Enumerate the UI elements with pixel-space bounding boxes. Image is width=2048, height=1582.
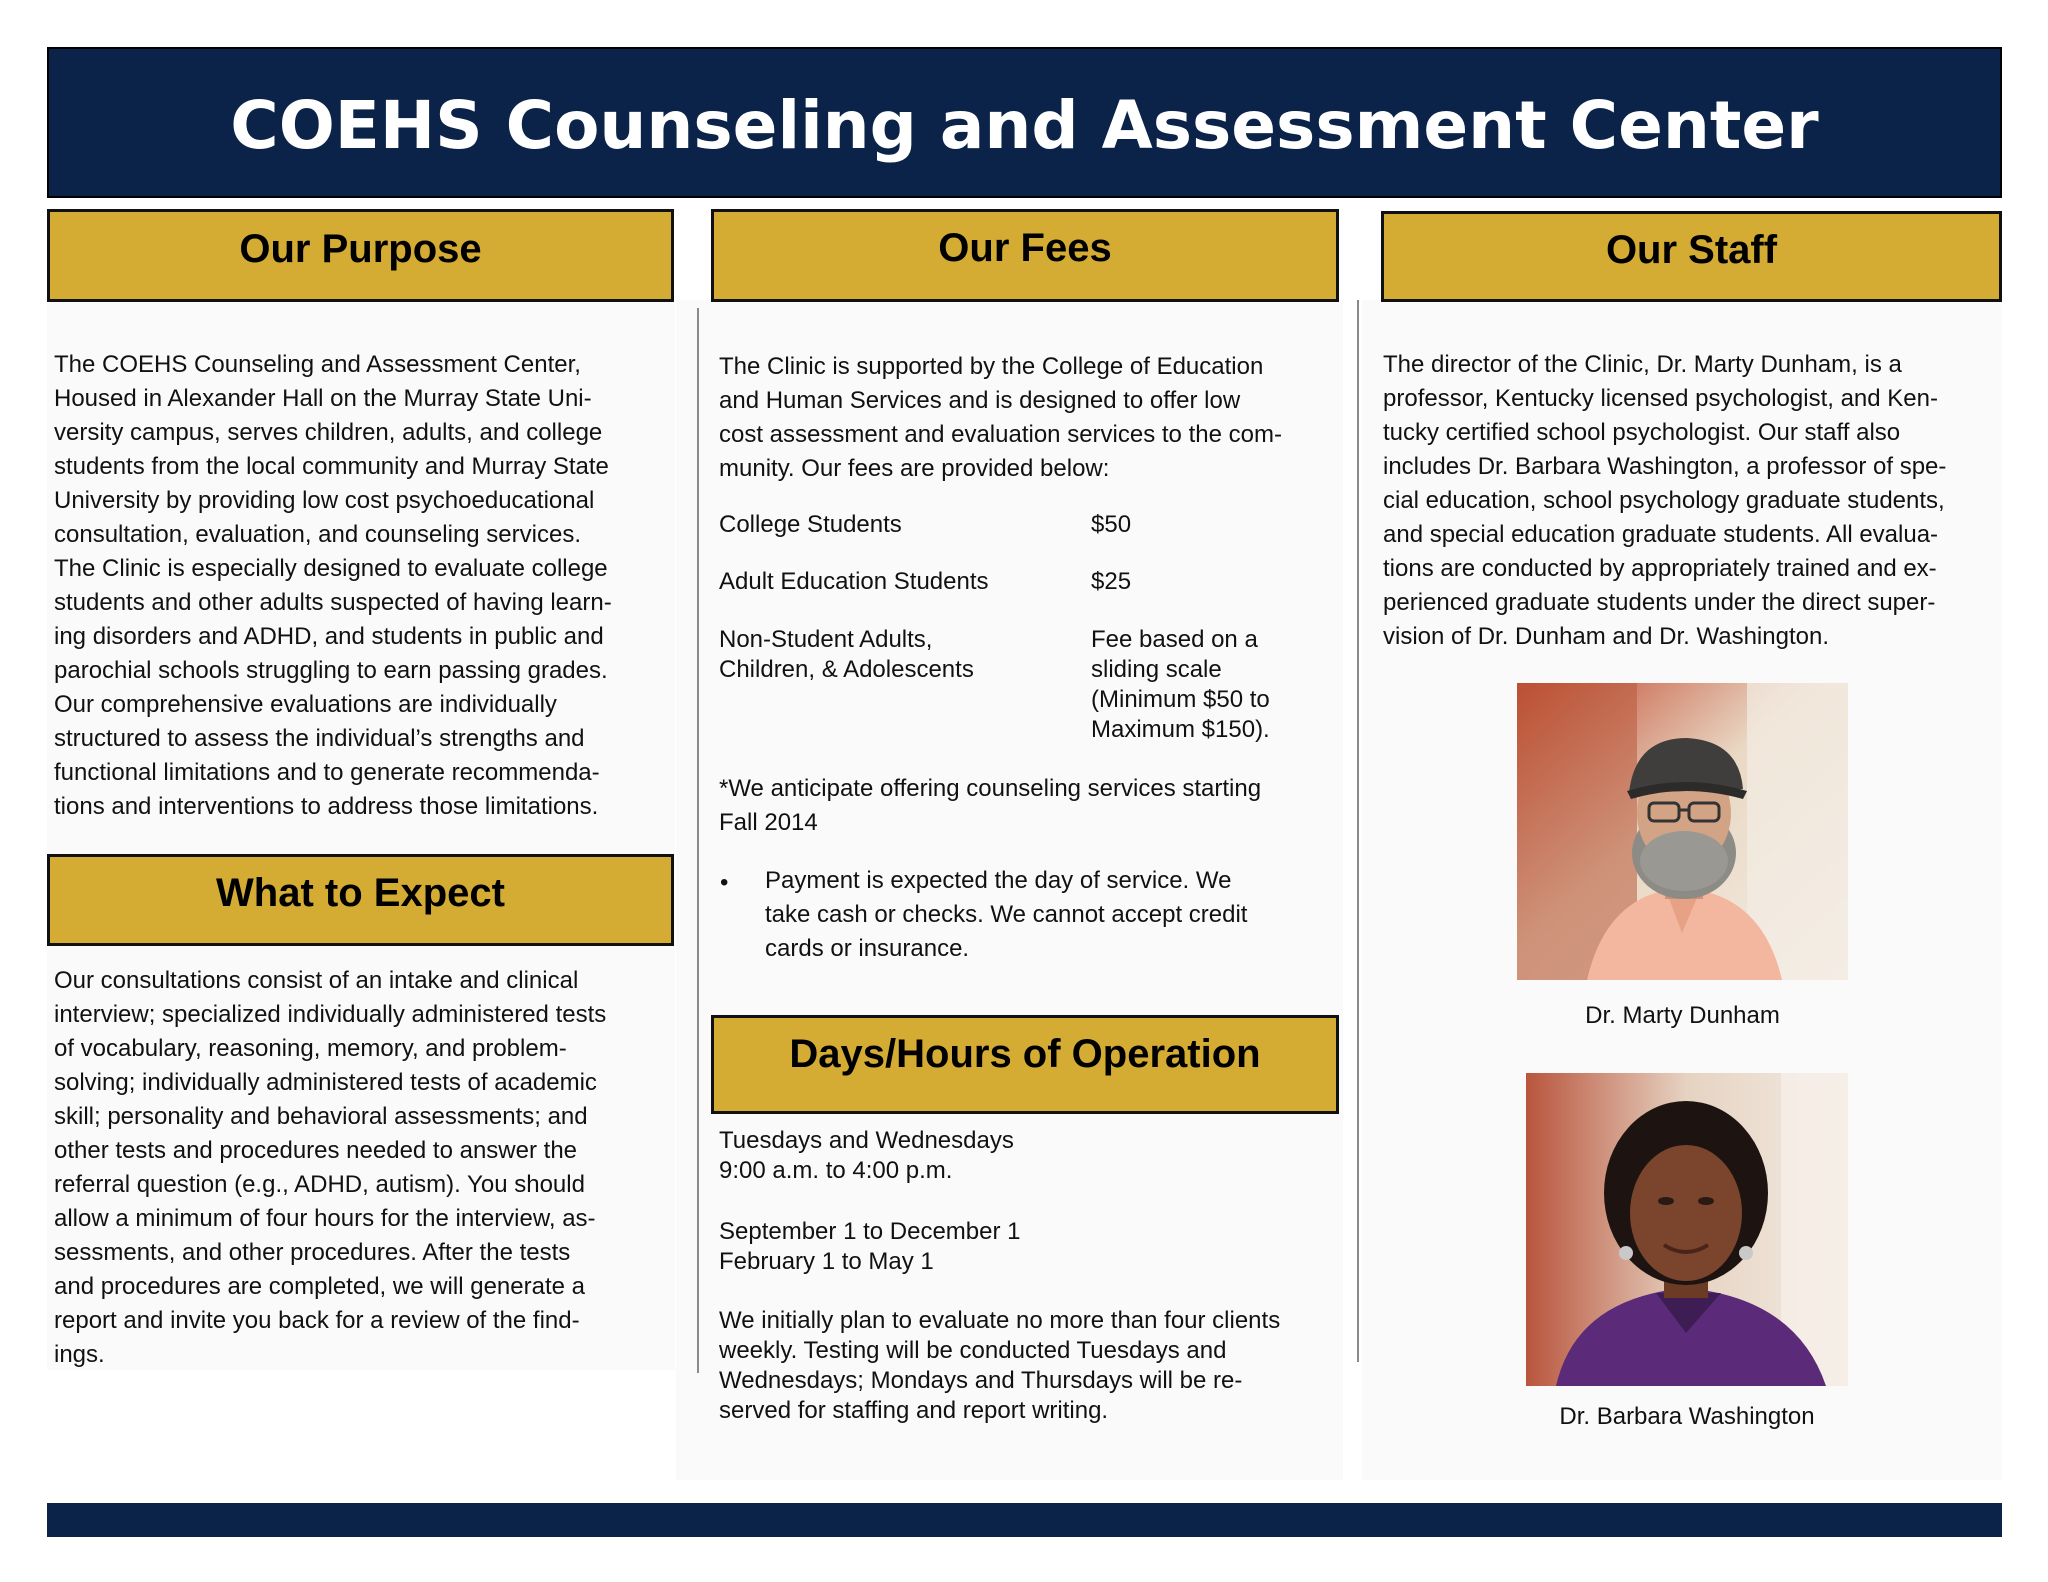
hours-note-line: Wednesdays; Mondays and Thursdays will be re- [719, 1367, 1243, 1394]
fee-value: $50 [1091, 511, 1132, 538]
expect-paragraph [54, 964, 674, 1372]
staff-caption-washington: Dr. Barbara Washington [1559, 1403, 1815, 1430]
expect-line: interview; specialized individually administered tests [54, 1001, 607, 1028]
staff-line: tucky certified school psychologist. Our staff also [1383, 419, 1901, 446]
payment-line: cards or insurance. [765, 935, 970, 962]
purpose-line: Our comprehensive evaluations are individually [54, 691, 557, 718]
staff-paragraph [1383, 348, 2003, 654]
staff-line: tions are conducted by appropriately trained and ex- [1383, 555, 1937, 582]
staff-line: includes Dr. Barbara Washington, a professor of spe- [1383, 453, 1947, 480]
purpose-line: students from the local community and Murray State [54, 453, 609, 480]
expect-line: sessments, and other procedures. After the tests [54, 1239, 571, 1266]
fees-note-line: Fall 2014 [719, 809, 818, 836]
expect-line: report and invite you back for a review of the find- [54, 1307, 580, 1334]
what-to-expect-heading-text: What to Expect [216, 871, 505, 915]
our-purpose-heading-text: Our Purpose [239, 227, 482, 271]
payment-line: take cash or checks. We cannot accept credit [765, 901, 1248, 928]
fee-label-line: Non-Student Adults, [719, 626, 933, 653]
expect-line: solving; individually administered tests of academic [54, 1069, 597, 1096]
purpose-line: The Clinic is especially designed to evaluate college [54, 555, 608, 582]
hours-line: 9:00 a.m. to 4:00 p.m. [719, 1157, 953, 1184]
fees-note [719, 772, 1339, 840]
expect-line: of vocabulary, reasoning, memory, and problem- [54, 1035, 567, 1062]
our-staff-heading-text: Our Staff [1605, 228, 1778, 272]
staff-photo-washington [1526, 1073, 1848, 1386]
purpose-line: tions and interventions to address those limitations. [54, 793, 599, 820]
expect-line: allow a minimum of four hours for the interview, as- [54, 1205, 596, 1232]
hours-note-line: weekly. Testing will be conducted Tuesdays and [719, 1337, 1227, 1364]
hours-dates [719, 1217, 1339, 1277]
purpose-line: functional limitations and to generate recommenda- [54, 759, 600, 786]
hours-line: Tuesdays and Wednesdays [719, 1127, 1014, 1154]
dates-line: September 1 to December 1 [719, 1218, 1021, 1245]
footer-bar [47, 1503, 2002, 1537]
our-fees-heading-text: Our Fees [938, 226, 1112, 270]
purpose-line: structured to assess the individual’s strengths and [54, 725, 585, 752]
expect-line: Our consultations consist of an intake and clinical [54, 967, 579, 994]
fee-value-line: Maximum $150). [1091, 716, 1270, 743]
purpose-line: University by providing low cost psychoeducational [54, 487, 595, 514]
payment-bullet-text [765, 864, 1340, 966]
staff-photo-dunham [1517, 683, 1848, 980]
fees-intro-line: cost assessment and evaluation services to the com- [719, 421, 1282, 448]
days-hours-heading-text: Days/Hours of Operation [789, 1032, 1261, 1076]
expect-line: ings. [54, 1341, 105, 1368]
purpose-paragraph [54, 348, 674, 824]
staff-line: perienced graduate students under the direct super- [1383, 589, 1936, 616]
expect-line: referral question (e.g., ADHD, autism). You should [54, 1171, 585, 1198]
fees-intro-line: and Human Services and is designed to offer low [719, 387, 1241, 414]
hours-note [719, 1306, 1349, 1426]
expect-line: skill; personality and behavioral assessments; and [54, 1103, 588, 1130]
hours-days [719, 1126, 1339, 1186]
fee-value: $25 [1091, 568, 1132, 595]
expect-line: and procedures are completed, we will generate a [54, 1273, 585, 1300]
fee-label [719, 625, 1079, 685]
header-banner [47, 47, 2002, 198]
our-staff-heading [1381, 211, 2002, 302]
purpose-line: parochial schools struggling to earn passing grades. [54, 657, 608, 684]
page-title: COEHS Counseling and Assessment Center [230, 87, 1819, 164]
staff-line: The director of the Clinic, Dr. Marty Dunham, is a [1383, 351, 1902, 378]
fee-value [1091, 625, 1331, 745]
fee-label: College Students [719, 511, 902, 538]
purpose-line: students and other adults suspected of having learn- [54, 589, 612, 616]
bullet-dot: • [720, 869, 729, 896]
fee-value-line: sliding scale [1091, 656, 1222, 683]
our-fees-heading [711, 209, 1339, 302]
hours-note-line: We initially plan to evaluate no more than four clients [719, 1307, 1281, 1334]
staff-caption-dunham: Dr. Marty Dunham [1585, 1002, 1780, 1029]
payment-line: Payment is expected the day of service. We [765, 867, 1232, 894]
fees-intro-line: munity. Our fees are provided below: [719, 455, 1110, 482]
fee-label-line: Children, & Adolescents [719, 656, 974, 683]
purpose-line: Housed in Alexander Hall on the Murray State Uni- [54, 385, 592, 412]
our-purpose-heading [47, 209, 674, 302]
dates-line: February 1 to May 1 [719, 1248, 934, 1275]
purpose-line: versity campus, serves children, adults, and college [54, 419, 603, 446]
staff-line: professor, Kentucky licensed psychologist, and Ken- [1383, 385, 1938, 412]
fees-intro [719, 350, 1339, 486]
column-divider-left [697, 308, 699, 1373]
days-hours-heading [711, 1015, 1339, 1114]
purpose-line: consultation, evaluation, and counseling services. [54, 521, 581, 548]
column-divider-right [1357, 300, 1359, 1362]
fee-value-line: Fee based on a [1091, 626, 1258, 653]
staff-line: cial education, school psychology graduate students, [1383, 487, 1945, 514]
purpose-line: The COEHS Counseling and Assessment Center, [54, 351, 581, 378]
portrait-man-image [1517, 683, 1848, 980]
portrait-woman-image [1526, 1073, 1848, 1386]
expect-line: other tests and procedures needed to answer the [54, 1137, 578, 1164]
fee-value-line: (Minimum $50 to [1091, 686, 1270, 713]
fees-intro-line: The Clinic is supported by the College of Education [719, 353, 1264, 380]
what-to-expect-heading [47, 854, 674, 946]
purpose-line: ing disorders and ADHD, and students in public and [54, 623, 604, 650]
staff-line: vision of Dr. Dunham and Dr. Washington. [1383, 623, 1829, 650]
fee-label: Adult Education Students [719, 568, 989, 595]
staff-line: and special education graduate students. All evalua- [1383, 521, 1939, 548]
fees-note-line: *We anticipate offering counseling services starting [719, 775, 1262, 802]
hours-note-line: served for staffing and report writing. [719, 1397, 1109, 1424]
